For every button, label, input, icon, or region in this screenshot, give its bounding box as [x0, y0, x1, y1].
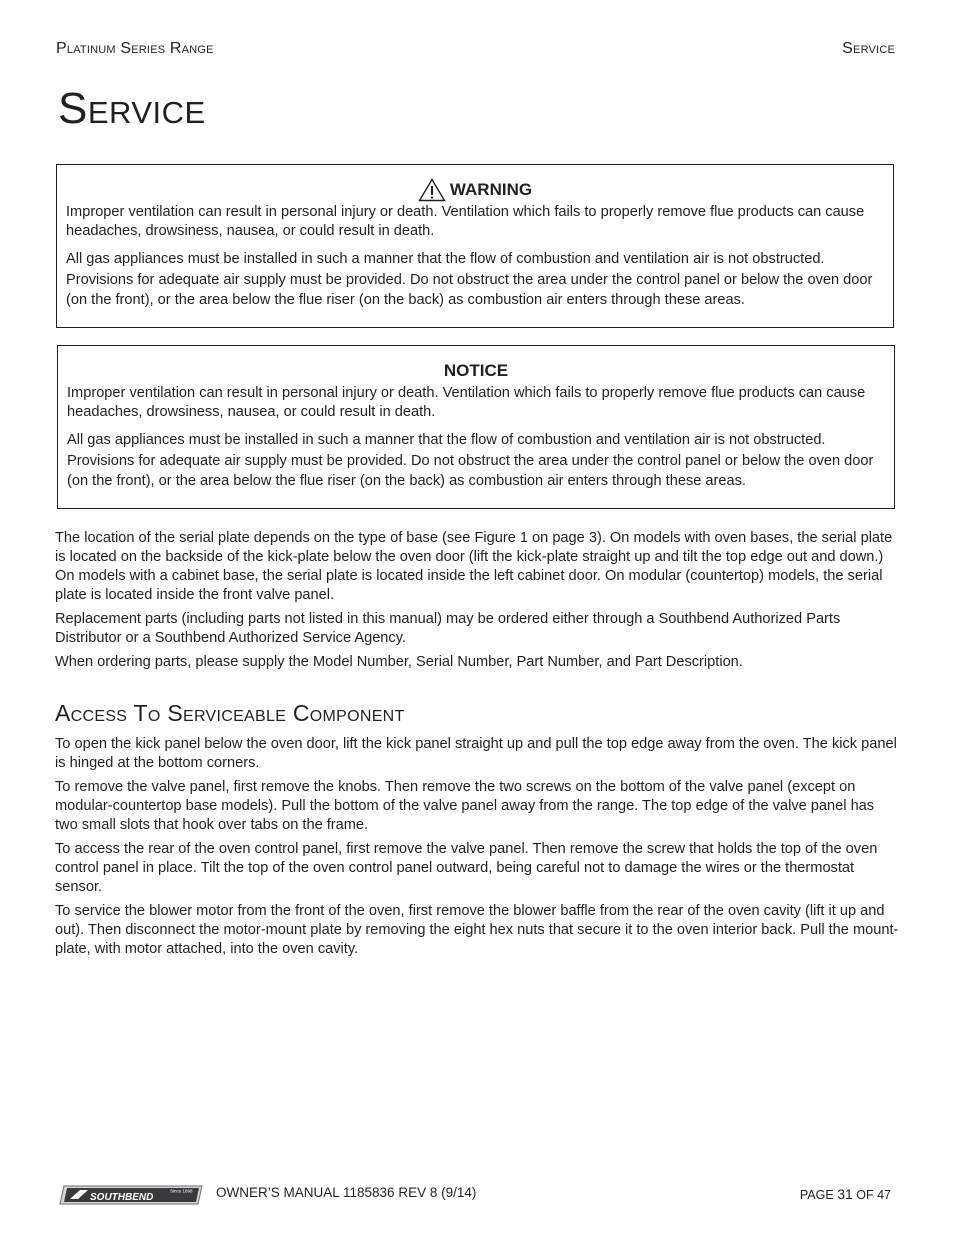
section-text — [55, 735, 900, 964]
footer-page-number — [800, 1186, 891, 1202]
running-header-right: Service — [842, 40, 895, 57]
svg-text:Since 1898: Since 1898 — [170, 1188, 193, 1194]
warning-heading-label: WARNING — [449, 180, 533, 199]
intro-text — [55, 529, 900, 677]
intro-paragraph: The location of the serial plate depends on the type of base (see Figure 1 on page 3). On models with oven bases, the serial plate is located on the backside of the kick-plate below the oven door (lift the kick-plate straight up and tilt the top edge out and down.) On models with a cabinet base, the serial plate is located inside the left cabinet door. On modular (countertop) models, the serial plate is located inside the front valve panel. — [55, 530, 893, 603]
warning-box — [56, 164, 894, 328]
notice-paragraph: All gas appliances must be installed in such a manner that the flow of combustion and ventilation air is not obstructed. Provisions for adequate air supply must be provided. Do not obstruct the area under the control panel or below the oven door (on the front), or the area below the flue riser (on the back) as combustion air enters through these areas. — [67, 432, 874, 489]
warning-paragraph: Improper ventilation can result in personal injury or death. Ventilation which fails to properly remove flue products can cause headaches, drowsiness, nausea, or could result in death. — [66, 204, 865, 239]
section-title: Access To Serviceable Component — [55, 700, 405, 726]
intro-paragraph: Replacement parts (including parts not listed in this manual) may be ordered either through a Southbend Authorized Parts Distributor or a Southbend Authorized Service Agency. — [55, 611, 841, 646]
section-paragraph: To remove the valve panel, first remove the knobs. Then remove the two screws on the bottom of the valve panel (except on modular-countertop base models). Pull the bottom of the valve panel away from the range. The top edge of the valve panel has two small slots that hook over tabs on the frame. — [55, 779, 875, 833]
svg-text:SOUTHBEND: SOUTHBEND — [90, 1192, 154, 1203]
section-paragraph: To open the kick panel below the oven door, lift the kick panel straight up and pull the top edge away from the oven. The kick panel is hinged at the bottom corners. — [55, 736, 897, 771]
page-title: Service — [58, 84, 206, 133]
section-paragraph: To service the blower motor from the front of the oven, first remove the blower baffle from the rear of the oven cavity (lift it up and out). Then disconnect the motor-mount plate by removing the eight hex nuts that secure it to the oven interior back. Pull the mount-plate, with motor attached, into the oven cavity. — [55, 903, 899, 957]
notice-paragraph: Improper ventilation can result in personal injury or death. Ventilation which fails to properly remove flue products can cause headaches, drowsiness, nausea, or could result in death. — [67, 385, 866, 420]
footer-manual-id: OWNER’S MANUAL 1185836 REV 8 (9/14) — [216, 1185, 477, 1200]
warning-paragraph: All gas appliances must be installed in such a manner that the flow of combustion and ventilation air is not obstructed. Provisions for adequate air supply must be provided. Do not obstruct the area under the control panel or below the oven door (on the front), or the area below the flue riser (on the back) as combustion air enters through these areas. — [66, 251, 873, 308]
page-number: 31 — [837, 1186, 853, 1202]
notice-box — [57, 345, 895, 509]
section-paragraph: To access the rear of the oven control panel, first remove the valve panel. Then remove the screw that holds the top of the oven control panel in place. Tilt the top of the oven control panel outward, being careful not to damage the wires or the thermostat sensor. — [55, 841, 878, 895]
page-prefix: PAGE — [799, 1188, 834, 1202]
warning-triangle-icon — [418, 178, 446, 202]
southbend-logo — [58, 1184, 204, 1206]
page-suffix: OF 47 — [856, 1188, 891, 1202]
intro-paragraph: When ordering parts, please supply the Model Number, Serial Number, Part Number, and Part Description. — [55, 654, 743, 670]
running-header-left: Platinum Series Range — [56, 40, 214, 57]
warning-heading — [66, 179, 884, 201]
notice-heading: NOTICE — [443, 361, 509, 380]
